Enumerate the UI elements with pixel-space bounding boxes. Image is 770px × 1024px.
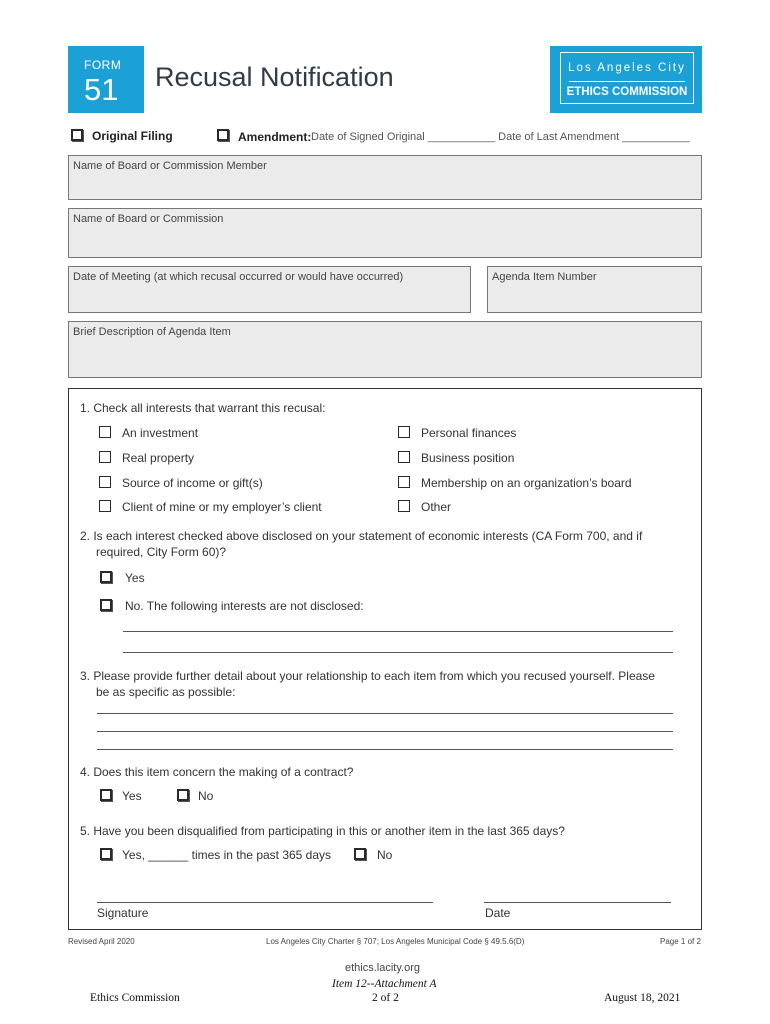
member-name-field[interactable]	[68, 155, 702, 200]
ethics-commission-logo	[560, 52, 694, 104]
stamp-left: Ethics Commission	[90, 992, 180, 1004]
q1-option-label: An investment	[122, 426, 199, 440]
amendment-checkbox[interactable]	[217, 129, 229, 141]
q2-question-cont: required, City Form 60)?	[96, 545, 227, 559]
q1-client-checkbox[interactable]	[99, 500, 111, 512]
logo-city: Los Angeles City	[568, 62, 686, 74]
meeting-date-label: Date of Meeting (at which recusal occurred or would have occurred)	[73, 271, 404, 283]
stamp-page: 2 of 2	[372, 992, 399, 1004]
meeting-date-field[interactable]	[68, 266, 471, 313]
signature-line[interactable]	[97, 902, 433, 903]
q5-no-checkbox[interactable]	[354, 848, 366, 860]
q4-yes-label: Yes	[122, 789, 142, 803]
original-filing-checkbox[interactable]	[71, 129, 83, 141]
q4-question: 4. Does this item concern the making of a contract?	[80, 765, 354, 779]
q2-question: 2. Is each interest checked above disclosed on your statement of economic interests (CA Form 700, and if	[80, 529, 643, 543]
q2-answer-line[interactable]	[123, 652, 673, 653]
date-line[interactable]	[484, 902, 671, 903]
q1-option-label: Membership on an organization’s board	[421, 476, 632, 490]
q1-investment-checkbox[interactable]	[99, 426, 111, 438]
q5-yes-checkbox[interactable]	[100, 848, 112, 860]
description-field[interactable]	[68, 321, 702, 378]
q2-answer-line[interactable]	[123, 631, 673, 632]
q1-option-label: Real property	[122, 451, 195, 465]
board-name-label: Name of Board or Commission	[73, 213, 224, 225]
q4-no-checkbox[interactable]	[177, 789, 189, 801]
q3-answer-line[interactable]	[97, 749, 673, 750]
amendment-dates: Date of Signed Original ___________ Date of Last Amendment ___________	[311, 131, 690, 143]
legal-citation: Los Angeles City Charter § 707; Los Angeles Municipal Code § 49.5.6(D)	[266, 937, 525, 946]
original-filing-label: Original Filing	[92, 129, 173, 143]
stamp-attachment: Item 12--Attachment A	[332, 978, 437, 990]
q4-yes-checkbox[interactable]	[100, 789, 112, 801]
q1-real-property-checkbox[interactable]	[99, 451, 111, 463]
q2-no-checkbox[interactable]	[100, 599, 112, 611]
amendment-label: Amendment:	[238, 130, 312, 144]
logo-divider	[569, 81, 685, 82]
q1-option-label: Business position	[421, 451, 515, 465]
q3-question: 3. Please provide further detail about your relationship to each item from which you recused yourself. Please	[80, 669, 655, 683]
revised-date: Revised April 2020	[68, 937, 135, 946]
q4-no-label: No	[198, 789, 214, 803]
q2-yes-checkbox[interactable]	[100, 571, 112, 583]
q2-yes-label: Yes	[125, 571, 145, 585]
q1-option-label: Source of income or gift(s)	[122, 476, 263, 490]
q1-question: 1. Check all interests that warrant this recusal:	[80, 401, 326, 415]
form-number: 51	[84, 72, 119, 107]
q3-answer-line[interactable]	[97, 713, 673, 714]
agenda-number-label: Agenda Item Number	[492, 271, 597, 283]
logo-commission: ETHICS COMMISSION	[566, 86, 688, 98]
description-label: Brief Description of Agenda Item	[73, 326, 231, 338]
q1-option-label: Personal finances	[421, 426, 517, 440]
q1-option-label: Other	[421, 500, 452, 514]
q1-business-position-checkbox[interactable]	[398, 451, 410, 463]
q1-membership-checkbox[interactable]	[398, 476, 410, 488]
stamp-date: August 18, 2021	[604, 992, 681, 1004]
q5-yes-label: Yes, ______ times in the past 365 days	[122, 848, 332, 862]
q5-question: 5. Have you been disqualified from participating in this or another item in the last 365 days?	[80, 824, 565, 838]
page-number: Page 1 of 2	[660, 937, 701, 946]
agenda-number-field[interactable]	[487, 266, 702, 313]
q1-option-label: Client of mine or my employer’s client	[122, 500, 322, 514]
date-label: Date	[485, 906, 511, 920]
website-link[interactable]: ethics.lacity.org	[345, 962, 420, 974]
q3-question-cont: be as specific as possible:	[96, 685, 236, 699]
q1-other-checkbox[interactable]	[398, 500, 410, 512]
q2-no-label: No. The following interests are not disclosed:	[125, 599, 364, 613]
member-name-label: Name of Board or Commission Member	[73, 160, 267, 172]
q1-income-checkbox[interactable]	[99, 476, 111, 488]
form-label: FORM	[84, 58, 122, 72]
q3-answer-line[interactable]	[97, 731, 673, 732]
q1-personal-finances-checkbox[interactable]	[398, 426, 410, 438]
q5-no-label: No	[377, 848, 393, 862]
board-name-field[interactable]	[68, 208, 702, 258]
signature-label: Signature	[97, 906, 149, 920]
page-title: Recusal Notification	[155, 62, 394, 92]
